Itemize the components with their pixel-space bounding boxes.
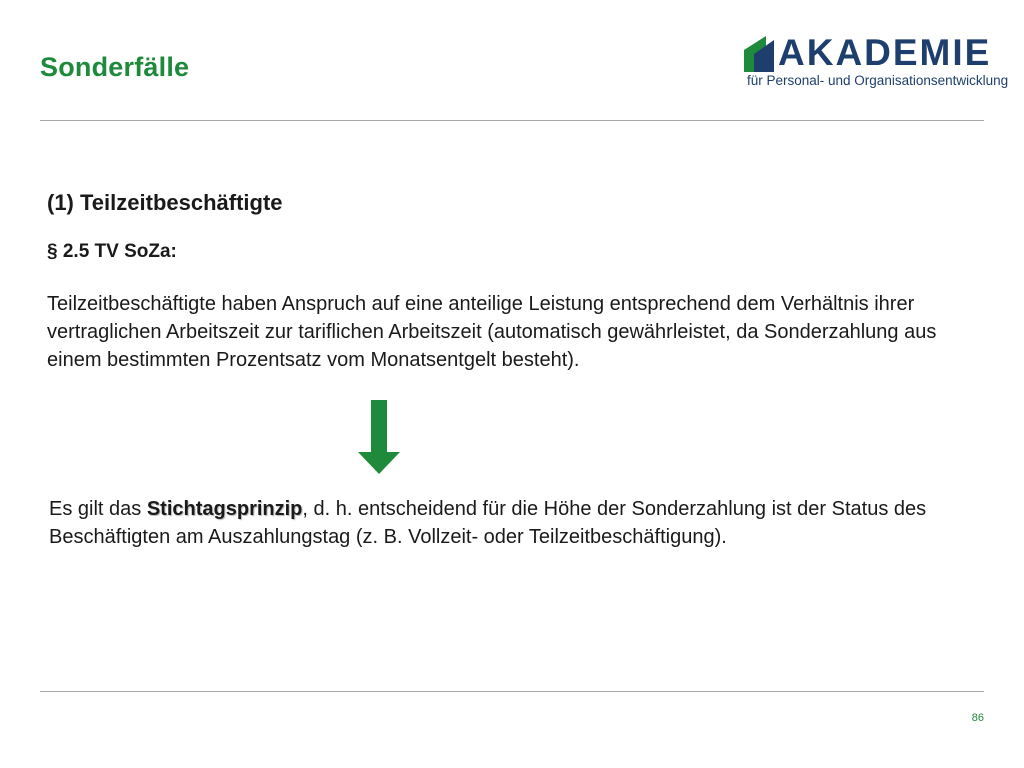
section-heading: (1) Teilzeitbeschäftigte [47, 190, 283, 215]
body-paragraph: Teilzeitbeschäftigte haben Anspruch auf eine anteilige Leistung entsprechend dem Verhältnis ihrer vertraglichen Arbeitszeit zur tariflichen Arbeitszeit (automatisch gewährleistet, da Sonderzahlung aus einem bestimmten Prozentsatz vom Monatsentgelt besteht). [47, 293, 937, 371]
subheading: § 2.5 TV SoZa: [47, 241, 177, 262]
top-divider [40, 120, 984, 121]
bottom-divider [40, 691, 984, 692]
conclusion-prefix: Es gilt das [49, 498, 147, 520]
conclusion-suffix: , d. h. entscheidend für die Höhe der Sonderzahlung ist der Status des Beschäftigten am Auszahlungstag (z. B. Vollzeit- oder Teilzeitbeschäftigung). [49, 498, 927, 548]
house-roof-logo-icon [744, 32, 774, 72]
logo-tagline: für Personal- und Organisationsentwicklung [747, 73, 1009, 88]
slide-title: Sonderfälle [40, 52, 190, 82]
page-number: 86 [971, 712, 984, 724]
logo [744, 32, 1009, 92]
conclusion-emphasis: Stichtagsprinzip [146, 498, 303, 520]
arrow-down-icon [358, 400, 400, 474]
logo-wordmark: AKADEMIE [778, 32, 992, 73]
conclusion-paragraph [49, 495, 969, 551]
